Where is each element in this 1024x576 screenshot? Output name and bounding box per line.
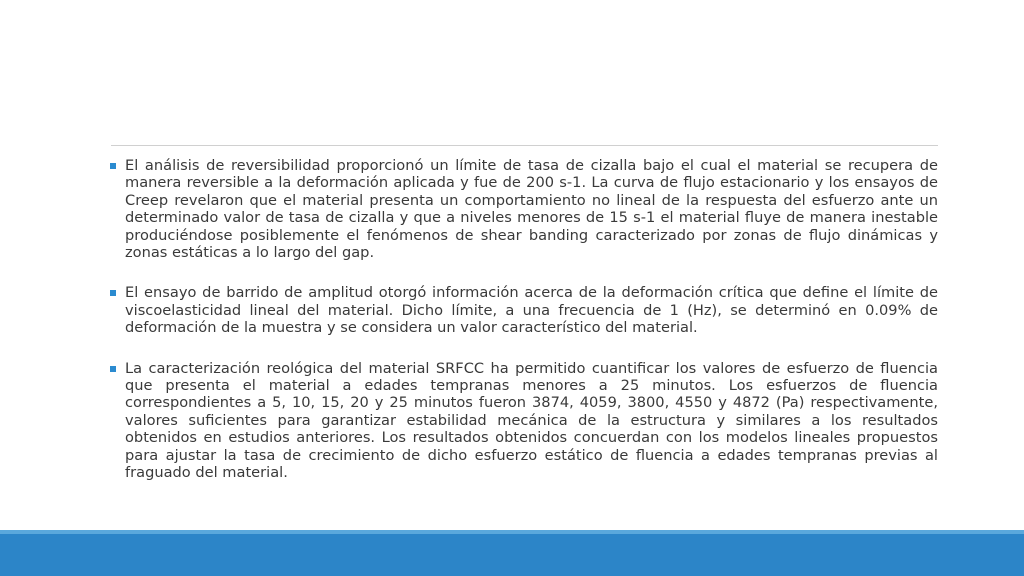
bullet-item-3	[108, 360, 938, 482]
square-bullet-icon	[110, 290, 116, 296]
bullet-list	[108, 157, 938, 505]
bullet-item-1	[108, 157, 938, 261]
bullet-item-2	[108, 284, 938, 336]
square-bullet-icon	[110, 366, 116, 372]
bullet-text-3: La caracterización reológica del material SRFCC ha permitido cuantificar los valores de esfuerzo de fluencia que presenta el material a edades tempranas menores a 25 minutos. Los esfuerzos de fluencia correspondientes a 5, 10, 15, 20 y 25 minutos fueron 3874, 4059, 3800, 4550 y 4872 (Pa) respectivamente, valores suficientes para garantizar estabilidad mecánica de la estructura y similares a los resultados obtenidos en estudios anteriores. Los resultados obtenidos concuerdan con los modelos lineales propuestos para ajustar la tasa de crecimiento de dicho esfuerzo estático de fluencia a edades tempranas previas al fraguado del material.	[125, 359, 938, 482]
square-bullet-icon	[110, 163, 116, 169]
bullet-text-1: El análisis de reversibilidad proporcionó un límite de tasa de cizalla bajo el cual el material se recupera de manera reversible a la deformación aplicada y fue de 200 s-1. La curva de flujo estacionario y los ensayos de Creep revelaron que el material presenta un comportamiento no lineal de la respuesta del esfuerzo ante un determinado valor de tasa de cizalla y que a niveles menores de 15 s-1 el material fluye de manera inestable produciéndose posiblemente el fenómenos de shear banding caracterizado por zonas de flujo dinámicas y zonas estáticas a lo largo del gap.	[125, 157, 938, 262]
title-divider	[111, 145, 938, 146]
bullet-text-2: El ensayo de barrido de amplitud otorgó información acerca de la deformación crítica que define el límite de viscoelasticidad lineal del material. Dicho límite, a una frecuencia de 1 (Hz), se determinó en 0.09% de deformación de la muestra y se considera un valor característico del material.	[125, 284, 938, 337]
footer-bar	[0, 534, 1024, 576]
